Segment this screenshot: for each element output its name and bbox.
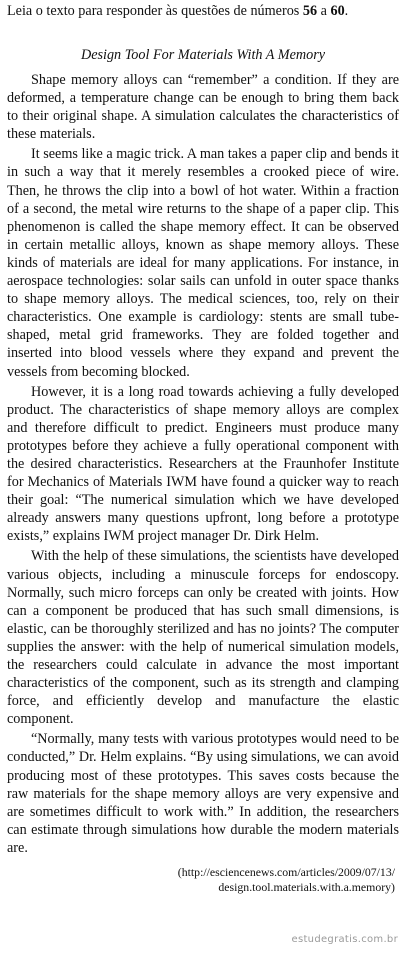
article-paragraph-4: With the help of these simulations, the scientists have developed various objects, including a minuscule forceps for endoscopy. Normally, such micro forceps can only be created with joints. How can a component be produced that has such small dimensions, is elastic, can be thoroughly sterilized and has no joints? The computer supplies the answer: with the help of numerical simulation models, the researchers could calculate in advance the most important characteristics of the component, such as its strength and clamping force, and efficiently develop and manufacture the elastic component. (7, 548, 399, 728)
source-citation-line-2: design.tool.materials.with.a.memory) (218, 880, 395, 895)
instruction-connector: a (317, 3, 331, 19)
source-citation (7, 865, 399, 895)
instruction-line (7, 2, 399, 20)
site-watermark: estudegratis.com.br (291, 934, 398, 945)
article-paragraph-1: Shape memory alloys can “remember” a condition. If they are deformed, a temperature change can be enough to bring them back to their original shape. A simulation calculates the characteristics of these materials. (7, 72, 399, 143)
source-citation-line-1: (http://esciencenews.com/articles/2009/07/13/ (177, 865, 395, 880)
article-paragraph-2: It seems like a magic trick. A man takes a paper clip and bends it in such a way that it merely resembles a crooked piece of wire. Then, he throws the clip into a bowl of hot water. Within a fraction of a second, the metal wire returns to the shape of a paper clip. This phenomenon is called the shape memory effect. It can be observed in certain metallic alloys, known as shape memory alloys. These kinds of materials are ideal for many applications. For instance, in aerospace technologies: solar sails can unfold in outer space thanks to shape memory alloys. The medical sciences, too, rely on their characteristics. One example is cardiology: stents are small tube-shaped, metal grid frameworks. They are folded together and inserted into blood vessels where they expand and prevent the vessels from becoming blocked. (7, 146, 399, 380)
question-start-number: 56 (302, 3, 318, 19)
document-page (7, 0, 399, 895)
article-paragraph-5: “Normally, many tests with various prototypes would need to be conducted,” Dr. Helm explains. “By using simulations, we can avoid producing most of these prototypes. This saves costs because the raw materials for the shape memory alloys are very expensive and are sometimes difficult to work with.” In addition, the researchers can estimate through simulations how durable the modern materials are. (7, 731, 399, 856)
instruction-prefix: Leia o texto para responder às questões de números (7, 3, 303, 19)
instruction-suffix: . (344, 3, 349, 19)
article-title: Design Tool For Materials With A Memory (80, 47, 326, 63)
question-end-number: 60 (330, 3, 345, 19)
article-paragraph-3: However, it is a long road towards achieving a fully developed product. The characteristics of shape memory alloys are complex and therefore difficult to predict. Engineers must produce many prototypes before they achieve a fully operational component with the desired characteristics. Researchers at the Fraunhofer Institute for Mechanics of Materials IWM have found a quicker way to reach their goal: “The numerical simulation which we have developed already answers many questions upfront, long before a prototype exists,” explains IWM project manager Dr. Dirk Helm. (7, 383, 399, 545)
